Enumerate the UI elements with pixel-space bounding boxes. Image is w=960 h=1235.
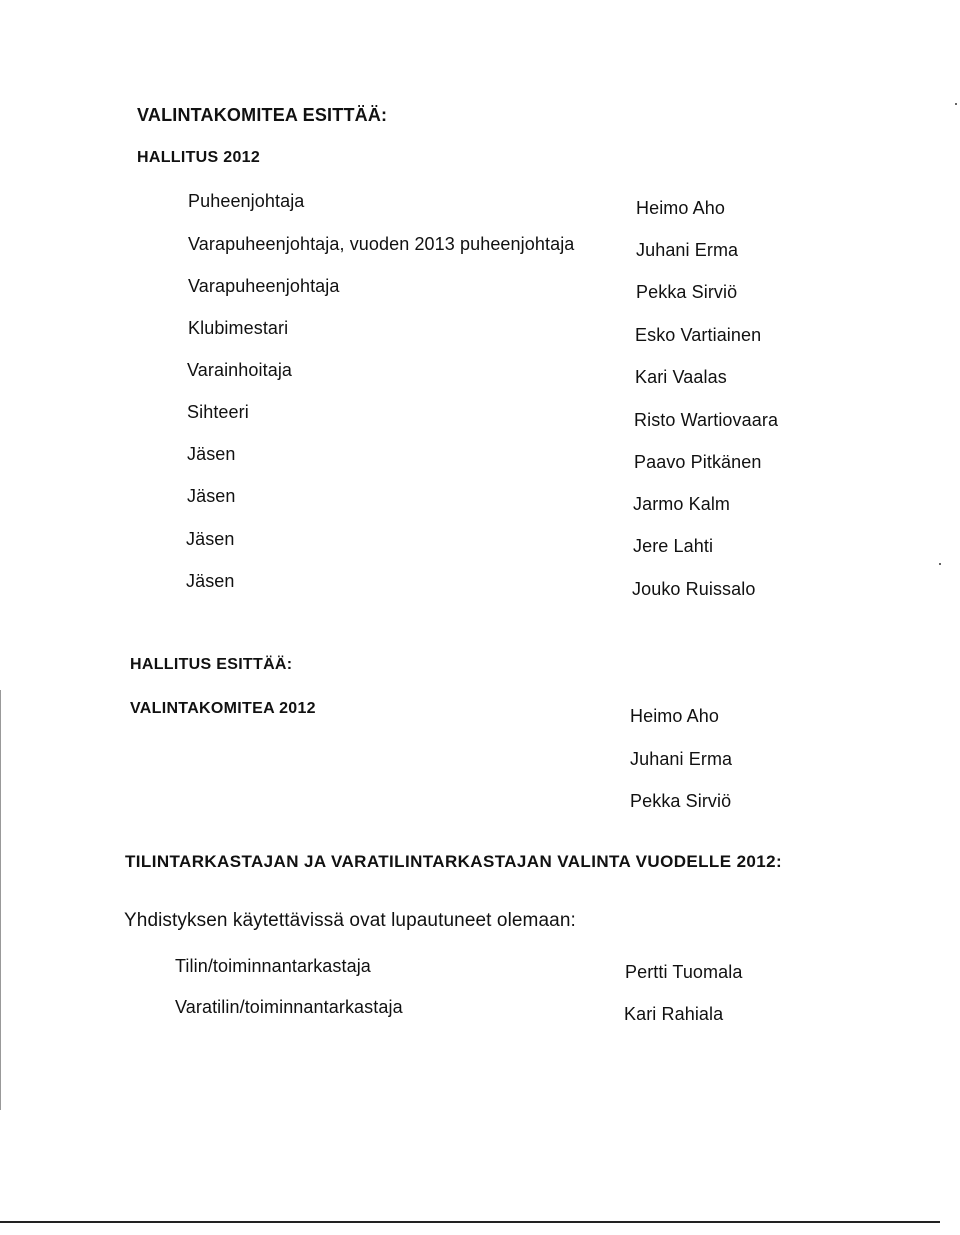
member-name: Paavo Pitkänen — [634, 452, 762, 472]
section3-title: TILINTARKASTAJAN JA VARATILINTARKASTAJAN VALINTA VUODELLE 2012: — [125, 852, 783, 871]
committee-member-name: Heimo Aho — [630, 706, 719, 726]
scan-speck — [955, 103, 957, 105]
role-label: Tilin/toiminnantarkastaja — [175, 956, 371, 976]
role-label: Jäsen — [186, 529, 235, 549]
section2-title: HALLITUS ESITTÄÄ: — [130, 656, 293, 673]
scan-edge-line — [0, 690, 1, 1110]
role-label: Jäsen — [186, 571, 235, 591]
role-label: Jäsen — [187, 486, 236, 506]
scan-speck — [939, 563, 941, 565]
committee-member-name: Juhani Erma — [630, 749, 733, 769]
role-label: Klubimestari — [188, 318, 289, 338]
member-name: Pekka Sirviö — [636, 282, 738, 302]
committee-member-name: Pekka Sirviö — [630, 791, 732, 811]
role-label: Sihteeri — [187, 402, 249, 422]
role-label: Jäsen — [187, 444, 236, 464]
scan-bottom-line — [0, 1221, 940, 1223]
role-label: Varainhoitaja — [187, 360, 293, 380]
section1-subtitle: HALLITUS 2012 — [137, 149, 261, 166]
member-name: Jarmo Kalm — [633, 494, 731, 514]
role-label: Varatilin/toiminnantarkastaja — [175, 997, 403, 1017]
role-label: Puheenjohtaja — [188, 191, 305, 211]
role-label: Varapuheenjohtaja, vuoden 2013 puheenjohtaja — [188, 234, 575, 254]
member-name: Heimo Aho — [636, 198, 725, 218]
section3-intro: Yhdistyksen käytettävissä ovat lupautuneet olemaan: — [124, 910, 576, 931]
member-name: Juhani Erma — [636, 240, 739, 260]
section2-subtitle: VALINTAKOMITEA 2012 — [130, 700, 316, 717]
section1-title: VALINTAKOMITEA ESITTÄÄ: — [137, 105, 388, 125]
role-label: Varapuheenjohtaja — [188, 276, 340, 296]
member-name: Kari Vaalas — [635, 367, 727, 387]
member-name: Esko Vartiainen — [635, 325, 762, 345]
member-name: Jouko Ruissalo — [632, 579, 756, 599]
member-name: Risto Wartiovaara — [634, 410, 779, 430]
member-name: Jere Lahti — [633, 536, 714, 556]
auditor-name: Pertti Tuomala — [625, 962, 743, 982]
auditor-name: Kari Rahiala — [624, 1004, 724, 1024]
